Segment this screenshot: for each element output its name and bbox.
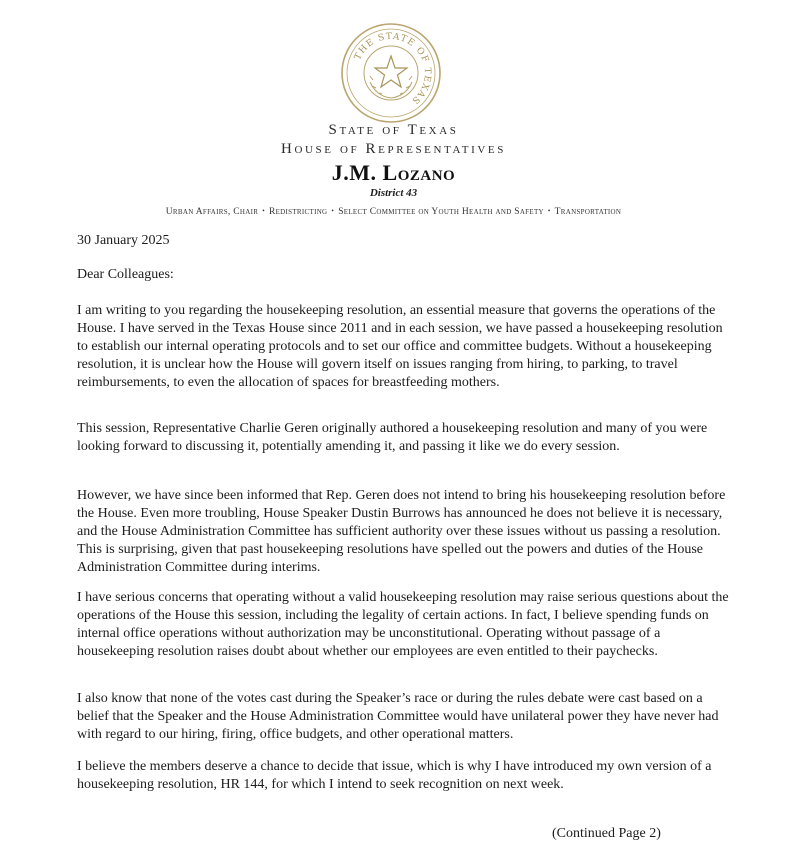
letter-paragraph: I believe the members deserve a chance to decide that issue, which is why I have introduced my own version of a housekeeping resolution, HR 144, for which I intend to seek recognition on next week. <box>77 759 712 792</box>
letter-paragraph: I have serious concerns that operating without a valid housekeeping resolution may raise serious questions about the operations of the House this session, including the legality of certain actions. In fact, I believe spending funds on internal office operations without authorization may be unconstitutional. Operating without passage of a housekeeping resolution raises doubt about whether our employees are even entitled to their paychecks. <box>77 590 729 659</box>
committee-item: Redistricting <box>268 207 328 217</box>
letter-paragraph: This session, Representative Charlie Geren originally authored a housekeeping resolution and many of you were looking forward to discussing it, potentially amending it, and passing it like we do every session. <box>77 421 708 454</box>
svg-text:THE STATE OF TEXAS: THE STATE OF TEXAS <box>353 31 433 106</box>
letterhead-house: House of Representatives <box>281 141 506 157</box>
letterhead-district: District 43 <box>369 187 418 199</box>
letterhead-committees <box>0 207 787 217</box>
letter-date: 30 January 2025 <box>77 233 170 248</box>
committee-item: Urban Affairs, Chair <box>165 207 259 217</box>
committee-item: Select Committee on Youth Health and Safety <box>338 207 544 217</box>
letter-paragraph: I am writing to you regarding the housekeeping resolution, an essential measure that governs the operations of the House. I have served in the Texas House since 2011 and in each session, we have passed a housekeeping resolution to establish our internal operating protocols and to set our office and committee budgets. Without a housekeeping resolution, it is unclear how the House will govern itself on issues ranging from hiring, to parking, to travel reimbursements, to even the allocation of spaces for breastfeeding mothers. <box>77 303 723 390</box>
letter-paragraph: However, we have since been informed that Rep. Geren does not intend to bring his housekeeping resolution before the House. Even more troubling, House Speaker Dustin Burrows has announced he does not believe it is necessary, and the House Administration Committee has sufficient authority over these issues without us passing a resolution. This is surprising, given that past housekeeping resolutions have spelled out the powers and duties of the House Administration Committee during interims. <box>77 488 726 575</box>
bullet-separator: • <box>262 207 265 215</box>
committee-item: Transportation <box>554 207 622 217</box>
letter-paragraph: I also know that none of the votes cast during the Speaker’s race or during the rules debate were cast based on a belief that the Speaker and the House Administration Committee would have unilateral power they have never had with regard to our hiring, firing, office budgets, and other operational matters. <box>77 691 719 742</box>
continued-note: (Continued Page 2) <box>552 826 661 841</box>
letterhead-state: State of Texas <box>328 122 459 138</box>
bullet-separator: • <box>331 207 335 215</box>
bullet-separator: • <box>547 207 551 215</box>
letterhead-representative-name: J.M. Lozano <box>331 160 456 185</box>
state-of-texas-seal <box>340 22 442 124</box>
letter-salutation: Dear Colleagues: <box>77 267 174 282</box>
